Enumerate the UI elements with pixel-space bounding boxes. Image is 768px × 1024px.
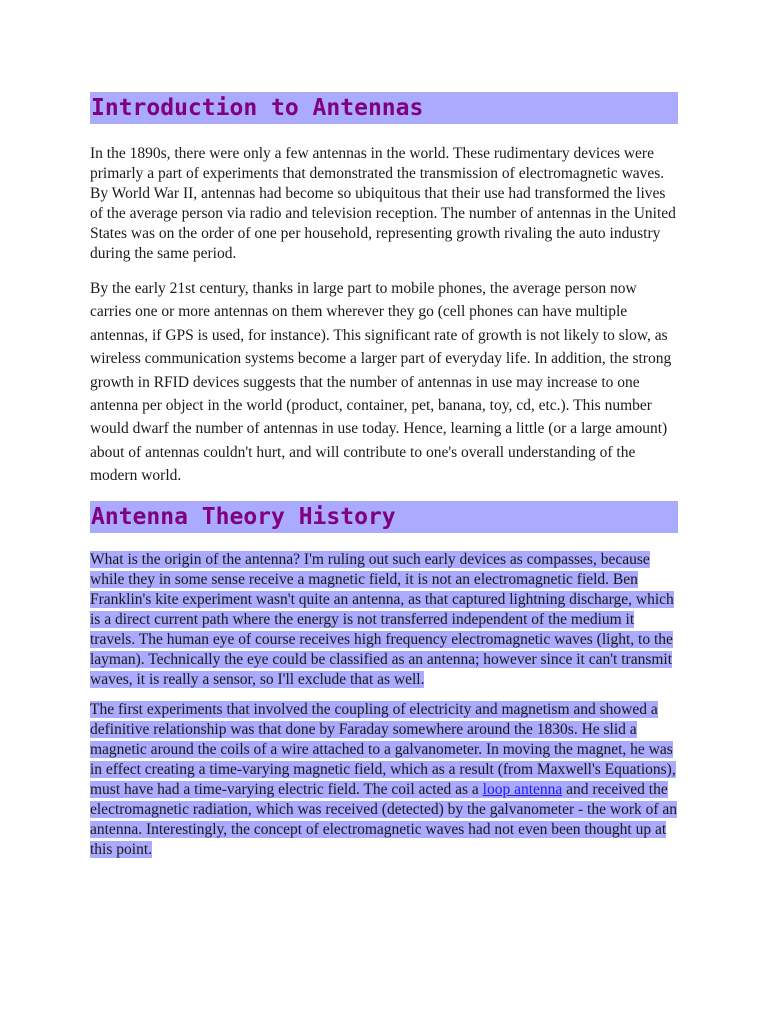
loop-antenna-link[interactable]: loop antenna	[482, 780, 563, 798]
history-paragraph-1	[90, 550, 678, 690]
history-paragraph-2-text-after-link: and received the electromagnetic radiation, which was received (detected) by the galvanometer - the work of an antenna. Interestingly, the concept of electromagnetic waves had not even been thought up at this point.	[90, 780, 678, 858]
intro-paragraph-1: In the 1890s, there were only a few antennas in the world. These rudimentary devices were primarly a part of experiments that demonstrated the transmission of electromagnetic waves. By World War II, antennas had become so ubiquitous that their use had transformed the lives of the average person via radio and television reception. The number of antennas in the United States was on the order of one per household, representing growth rivaling the auto industry during the same period.	[90, 145, 676, 262]
document-page	[90, 92, 678, 860]
history-paragraph-2-text-before-link: The first experiments that involved the coupling of electricity and magnetism and showed a definitive relationship was that done by Faraday somewhere around the 1830s. He slid a magnetic around the coils of a wire attached to a galvanometer. In moving the magnet, he was in effect creating a time-varying magnetic field, which as a result (from Maxwell's Equations), must have had a time-varying electric field. The coil acted as a	[90, 700, 676, 798]
section-heading-introduction: Introduction to Antennas	[90, 92, 678, 124]
history-paragraph-1-text: What is the origin of the antenna? I'm ruling out such early devices as compasses, because while they in some sense receive a magnetic field, it is not an electromagnetic field. Ben Franklin's kite experiment wasn't quite an antenna, as that captured lightning discharge, which is a direct current path where the energy is not transferred independent of the medium it travels. The human eye of course receives high frequency electromagnetic waves (light, to the layman). Technically the eye could be classified as an antenna; however since it can't transmit waves, it is really a sensor, so I'll exclude that as well.	[90, 550, 674, 688]
section-heading-history: Antenna Theory History	[90, 501, 678, 533]
history-paragraph-2	[90, 700, 678, 860]
intro-paragraph-2: By the early 21st century, thanks in large part to mobile phones, the average person now carries one or more antennas on them wherever they go (cell phones can have multiple antennas, if GPS is used, for instance). This significant rate of growth is not likely to slow, as wireless communication systems become a larger part of everyday life. In addition, the strong growth in RFID devices suggests that the number of antennas in use may increase to one antenna per object in the world (product, container, pet, banana, toy, cd, etc.). This number would dwarf the number of antennas in use today. Hence, learning a little (or a large amount) about of antennas couldn't hurt, and will contribute to one's overall understanding of the modern world.	[90, 280, 672, 485]
